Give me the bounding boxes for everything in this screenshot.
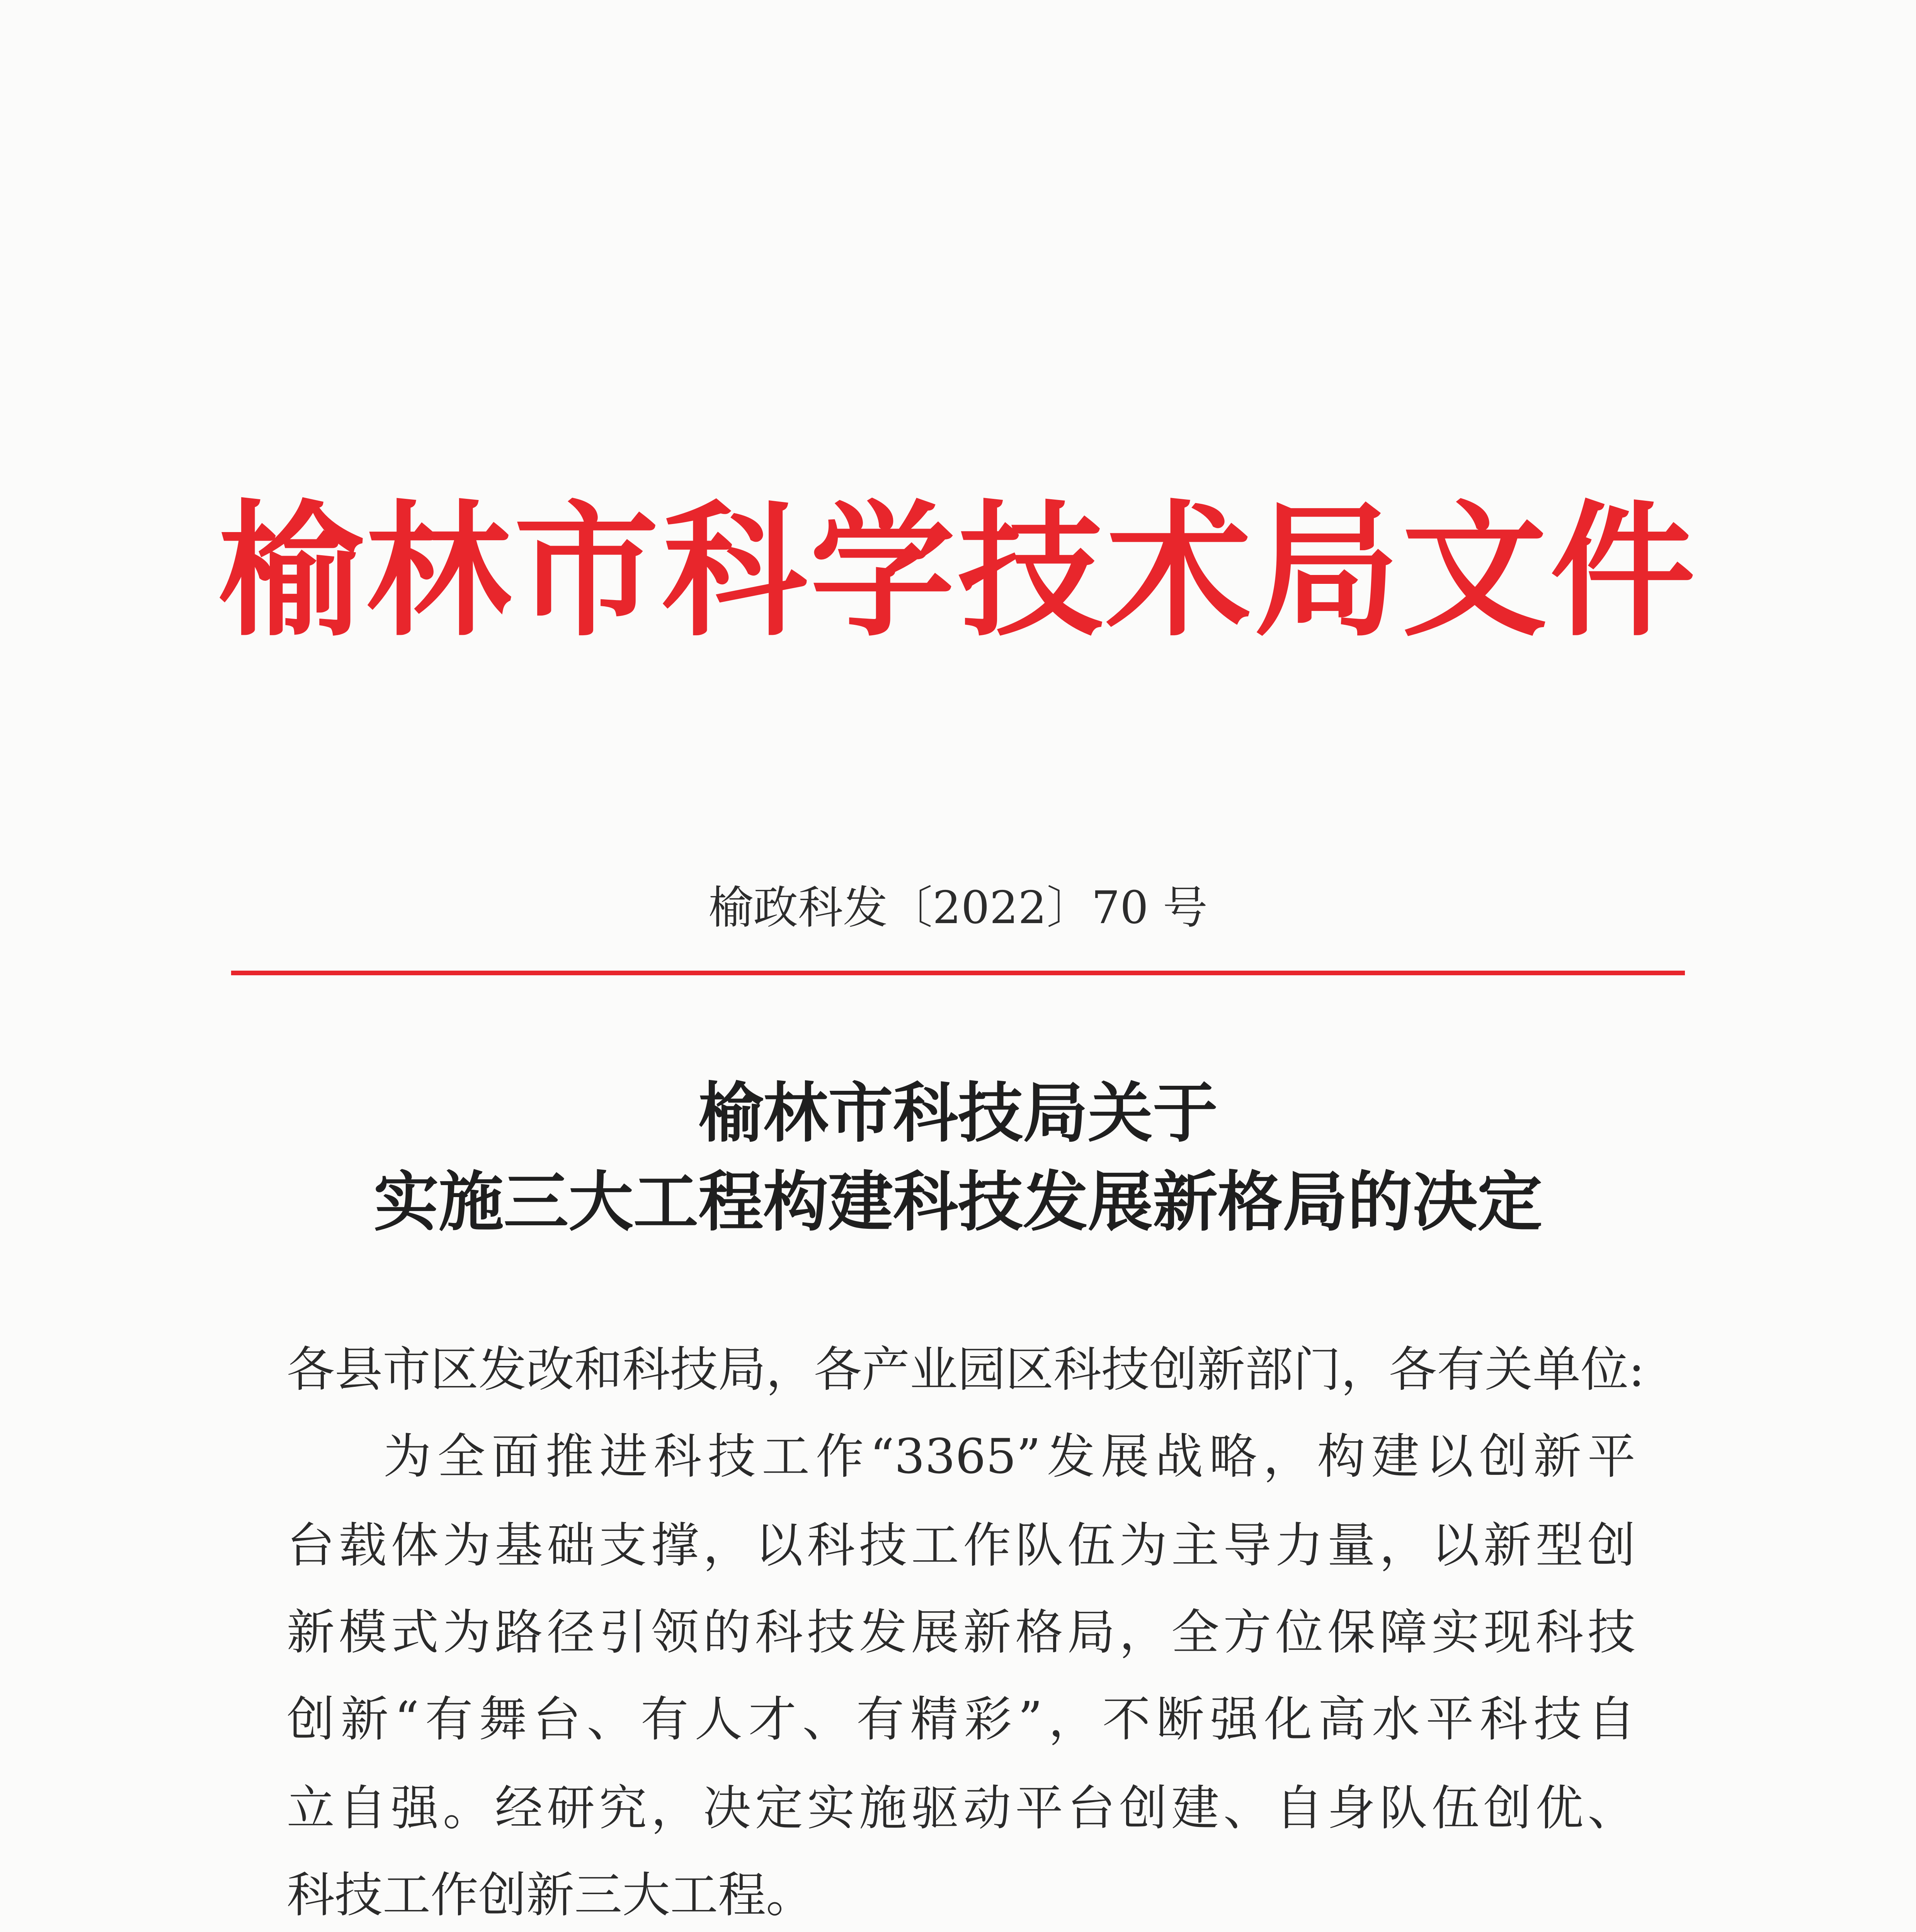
body-paragraph-line: 立自强。经研究，决定实施驱动平台创建、自身队伍创优、 <box>287 1781 1635 1836</box>
document-number: 榆政科发〔2022〕70 号 <box>708 882 1208 934</box>
document-title-line-2: 实施三大工程构建科技发展新格局的决定 <box>374 1163 1542 1240</box>
document-title-line-1: 榆林市科技局关于 <box>698 1075 1218 1151</box>
addressee-line: 各县市区发改和科技局，各产业园区科技创新部门，各有关单位: <box>287 1342 1645 1398</box>
body-paragraph-line: 科技工作创新三大工程。 <box>287 1867 814 1923</box>
body-paragraph-line: 台载体为基础支撑，以科技工作队伍为主导力量，以新型创 <box>287 1518 1635 1573</box>
red-divider-line <box>231 971 1685 975</box>
body-paragraph-line: 为全面推进科技工作“3365”发展战略，构建以创新平 <box>383 1429 1635 1485</box>
body-paragraph-line: 新模式为路径引领的科技发展新格局，全方位保障实现科技 <box>287 1605 1635 1660</box>
masthead-title: 榆林市科学技术局文件 <box>218 488 1698 656</box>
body-paragraph-line: 创新“有舞台、有人才、有精彩”，不断强化高水平科技自 <box>287 1692 1635 1747</box>
